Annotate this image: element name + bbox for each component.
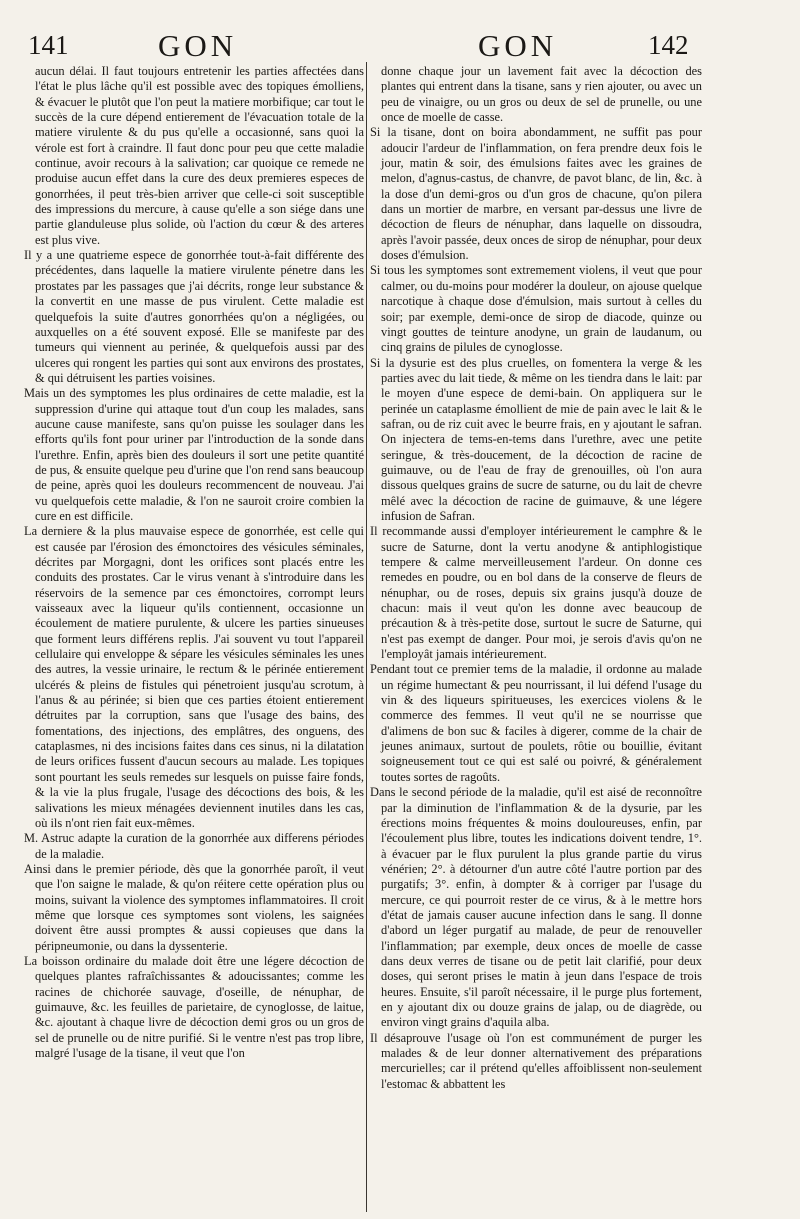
left-text-column (24, 64, 364, 1214)
left-paragraph-7: La boisson ordinaire du malade doit être une légere décoction de quelques plantes rafraîchissantes & adoucissantes; comme les racines de chichorée sauvage, d'oseille, de nénuphar, de guimauve, &c. les feuilles de parietaire, de cynoglosse, de laitue, &c. ajoutant à chaque livre de décoction demi gros ou un gros de sel de prunelle ou de nitre purifié. Si le ventre n'est pas trop libre, malgré l'usage de la tisane, il veut que l'on (24, 953, 364, 1060)
right-paragraph-1: donne chaque jour un lavement fait avec la décoction des plantes qui entrent dans la tisane, sans y rien ajouter, ou avec un peu de vinaigre, ou un gros ou deux de sel de prunelle, ou une once de moelle de casse. (381, 64, 702, 125)
right-paragraph-6: Pendant tout ce premier tems de la maladie, il ordonne au malade un régime humectant & peu nourrissant, il lui défend l'usage du vin & des liqueurs spiritueuses, les exercices violens & le commerce des femmes. Il veut qu'il ne se nourrisse que d'alimens de bon suc & faciles à digerer, comme de la chair de jeunes animaux, surtout de poulets, rôtie ou bouillie, évitant soigneusement tout ce qui est salé ou poivré, & généralement toutes sortes de ragoûts. (370, 662, 702, 784)
right-paragraph-4: Si la dysurie est des plus cruelles, on fomentera la verge & les parties avec du lait tiede, & même on les tiendra dans le lait: par le moyen d'une espece de demi-bain. On appliquera sur le perinée un cataplasme émollient de mie de pain avec le lait & le safran, ou de riz cuit avec le beurre frais, en y ajoutant le safran. On injectera de tems-en-tems dans l'urethre, avec une petite seringue, & très-doucement, de la décoction de racine de guimauve, ou de l'eau de fray de grenouilles, où l'on aura dissous quelques grains de sucre de saturne, ou du lait de chevre mêlé avec la décoction de racine de guimauve, & une légere infusion de Safran. (370, 355, 702, 523)
right-text-column (370, 64, 702, 1214)
left-paragraph-4: La derniere & la plus mauvaise espece de gonorrhée, est celle qui est causée par l'érosion des émonctoires des vésicules séminales, décrites par Morgagni, dont les orifices sont placés entre les conduits des prostates. Car le virus venant à s'introduire dans les réservoirs de la semence par ces émonctoires, corrompt leurs vaisseaux avec la liqueur qu'ils contiennent, occasionne un écoulement de matiere purulente, & ulcere les parties sinueuses que forment leurs différens replis. J'ai souvent vu tout l'appareil cellulaire qui enveloppe & sépare les vésicules séminales les unes des autres, la vessie urinaire, le rectum & le périnée entierement ulcérés & pleins de fistules qui pénetroient jusqu'au scrotum, à l'anus & au périnée; si bien que ces parties étoient entierement détruites par la corruption, sans que l'usage des bains, des fomentations, des injections, des emplâtres, des onguens, des cataplasmes, ni des incisions faites dans ces sinus, ni la dilatation de leurs orifices fussent d'aucun secours au malade. Les topiques sont pourtant les seuls remedes sur lesquels on puisse faire fonds, & la vie la plus frugale, l'usage des décoctions des bois, & les salivations les mieux ménagées deviennent inutiles dans les cas, où ils n'ont rien fait eux-mêmes. (24, 524, 364, 830)
column-divider (366, 62, 367, 1212)
right-page-number: 142 (648, 30, 689, 60)
right-paragraph-3: Si tous les symptomes sont extremement violens, il veut que pour calmer, ou du-moins pour modérer la douleur, on ajouse quelque narcotique à chaque dose d'émulsion, mais surtout à celles du soir; par exemple, demi-once de sirop de diacode, quinze ou vingt gouttes de teinture anodyne, un grain de laudanum, ou cinq grains de pilules de cynoglosse. (370, 263, 702, 355)
right-paragraph-8: Il désaprouve l'usage où l'on est communément de purger les malades & de leur donner alternativement des préparations mercurielles; car il prétend qu'elles affoiblissent non-seulement l'estomac & abbattent les (370, 1030, 702, 1091)
left-paragraph-3: Mais un des symptomes les plus ordinaires de cette maladie, est la suppression d'urine qui attaque tout d'un coup les malades, sans aucune cause manifeste, sans qu'on puisse les soulager dans les efforts qu'ils font pour uriner par l'introduction de la sonde dans l'urethre. Enfin, après bien des douleurs il sort une petite quantité de pus, & ensuite quelque peu d'urine que l'on rend sans beaucoup de peine, après quoi les douleurs recommencent de nouveau. J'ai vu quelquefois cette maladie, & l'on ne sauroit croire combien la cure en est difficile. (24, 386, 364, 523)
left-page-number: 141 (28, 30, 69, 60)
left-paragraph-5: M. Astruc adapte la curation de la gonorrhée aux differens périodes de la maladie. (24, 831, 364, 861)
right-paragraph-7: Dans le second période de la maladie, qu'il est aisé de reconnoître par la diminution de l'inflammation & de la dysurie, par les érections moins fréquentes & moins douloureuses, enfin, par l'écoulement plus libre, toutes les indications doivent tendre, 1°. à évacuer par le flux purulent la plus grande partie du virus vénérien; 2°. à détourner d'un autre côté l'autre portion par des purgatifs; 3°. enfin, à dompter & à corriger par l'usage du mercure, ce qui pourroit rester de ce virus, & à le mettre hors d'état de jamais causer aucune infection dans le sang. Il donne d'abord un léger purgatif au malade, de peur de renouveller l'inflammation; par exemple, deux onces de moelle de casse dans deux verres de tisane ou de petit lait clarifié, pour deux doses, qui seront prises le matin à jeun dans l'espace de trois heures. Ensuite, s'il paroît nécessaire, il le purge plus fortement, en y ajoutant dix ou douze grains de jalap, ou de diagrède, ou environ vingt grains d'aquila alba. (370, 785, 702, 1030)
right-paragraph-5: Il recommande aussi d'employer intérieurement le camphre & le sucre de Saturne, dont la vertu anodyne & antiphlogistique tempere & calme merveilleusement l'ardeur. On donne ces remedes en poudre, ou en bol dans de la conserve de fleurs de nénuphar, ou de roses, depuis six grains jusqu'à douze de chacun: mais il veut qu'on les donne avec beaucoup de précaution & à très-petite dose, surtout le sucre de Saturne, qui n'est pas exempt de danger. Pour moi, je serois d'avis qu'on ne l'employât jamais intérieurement. (370, 524, 702, 662)
left-running-head: GON (158, 28, 238, 63)
left-paragraph-1: aucun délai. Il faut toujours entretenir les parties affectées dans l'état le plus lâche qu'il est possible avec des topiques émolliens, & évacuer le plutôt que l'on peut la matiere morbifique; car tout le succès de la cure dépend entierement de l'évacuation totale de la matiere virulente & du pus qu'elle a occasionné, sans quoi la vérole est fort à craindre. Il faut donc pour peu que cette maladie continue, avoir recours à la salivation; car quoique ce remede ne produise aucun effet dans la cure des deux premieres especes de gonorrhées, il peut très-bien arriver que celle-ci soit susceptible des impressions du mercure, à cause qu'elle a son siége dans une partie glanduleuse plus solide, où l'action du cœur & des arteres est plus vive. (35, 64, 364, 247)
left-paragraph-6: Ainsi dans le premier période, dès que la gonorrhée paroît, il veut que l'on saigne le malade, & qu'on réitere cette opération plus ou moins, suivant la violence des symptomes inflammatoires. Il croit même que lorsque ces symptomes sont violens, les saignées doivent être aussi promptes & aussi copieuses que dans la péripneumonie, ou dans la dyssenterie. (24, 861, 364, 953)
right-paragraph-2: Si la tisane, dont on boira abondamment, ne suffit pas pour adoucir l'ardeur de l'inflammation, on fera prendre deux fois le jour, matin & soir, des émulsions faites avec les graines de melon, d'agnus-castus, de chanvre, de pavot blanc, de lin, &c. à la dose d'un demi-gros ou d'un gros de chacune, qu'on pilera dans un mortier de marbre, en versant par-dessus une livre de décoction de fleurs de nénuphar, dans laquelle on dissoudra, après l'avoir passée, deux onces de sirop de nénuphar, pour deux doses d'émulsion. (370, 125, 702, 263)
right-running-head: GON (478, 28, 558, 63)
left-paragraph-2: Il y a une quatrieme espece de gonorrhée tout-à-fait différente des précédentes, dans laquelle la matiere virulente pénetre dans les prostates par les passages que j'ai décrits, ronge leur substance & la convertit en une masse de pus virulent. Cette maladie est quelquefois la suite d'autres gonorrhées qu'on a négligées, ou auxquelles on a été souvent exposé. Elle se manifeste par des tumeurs qui viennent au perinée, & quelquefois aussi par des ulceres qui rongent les parties qui sont aux environs des prostates, & qui détruisent les parties voisines. (24, 248, 364, 385)
